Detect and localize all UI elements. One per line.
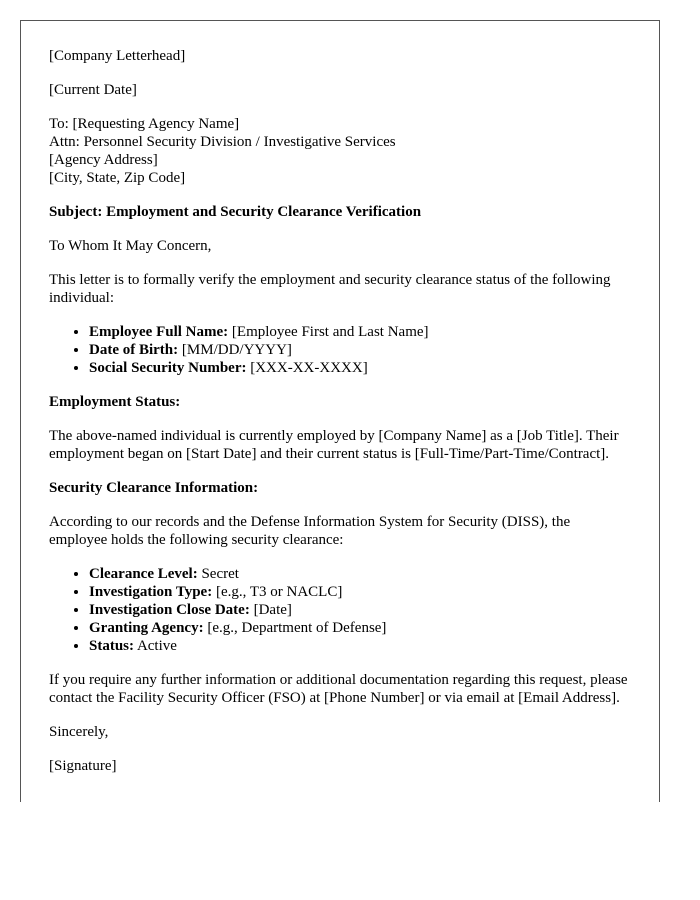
detail-value: [e.g., T3 or NACLC]: [212, 584, 343, 600]
list-item: [89, 359, 631, 377]
detail-value: [MM/DD/YYYY]: [178, 342, 292, 358]
salutation: To Whom It May Concern,: [49, 238, 212, 254]
employment-status-paragraph: The above-named individual is currently employed by [Company Name] as a [Job Title]. Their employment began on [Start Date] and their current status is [Full-Time/Part-Time/Contract].: [49, 428, 619, 462]
clearance-details-list: [49, 565, 631, 655]
detail-label: Investigation Close Date:: [89, 602, 250, 618]
intro-paragraph: This letter is to formally verify the employment and security clearance status of the following individual:: [49, 272, 611, 306]
recipient-to: To: [Requesting Agency Name]: [49, 116, 240, 132]
list-item: [89, 583, 631, 601]
detail-label: Employee Full Name:: [89, 324, 229, 340]
detail-value: Active: [134, 638, 177, 654]
list-item: [89, 619, 631, 637]
clearance-info-heading: Security Clearance Information:: [49, 480, 259, 496]
detail-value: [Date]: [249, 602, 292, 618]
letter-page: [20, 20, 660, 802]
employee-details-list: [49, 323, 631, 377]
detail-value: [XXX-XX-XXXX]: [246, 360, 368, 376]
detail-label: Social Security Number:: [89, 360, 247, 376]
list-item: [89, 637, 631, 655]
detail-label: Investigation Type:: [89, 584, 213, 600]
recipient-block: [49, 115, 631, 187]
letterhead: [Company Letterhead]: [49, 48, 186, 64]
list-item: [89, 341, 631, 359]
recipient-address: [Agency Address]: [49, 152, 158, 168]
list-item: [89, 601, 631, 619]
detail-label: Status:: [89, 638, 135, 654]
letter-date: [Current Date]: [49, 82, 137, 98]
list-item: [89, 323, 631, 341]
detail-label: Date of Birth:: [89, 342, 179, 358]
detail-value: [Employee First and Last Name]: [228, 324, 429, 340]
detail-label: Granting Agency:: [89, 620, 204, 636]
list-item: [89, 565, 631, 583]
signature-placeholder: [Signature]: [49, 758, 117, 774]
closing: Sincerely,: [49, 724, 109, 740]
subject-line: Subject: Employment and Security Clearance Verification: [49, 204, 422, 220]
recipient-attn: Attn: Personnel Security Division / Investigative Services: [49, 134, 396, 150]
detail-label: Clearance Level:: [89, 566, 198, 582]
recipient-city-state-zip: [City, State, Zip Code]: [49, 170, 186, 186]
detail-value: Secret: [197, 566, 239, 582]
clearance-intro-paragraph: According to our records and the Defense Information System for Security (DISS), the employee holds the following security clearance:: [49, 514, 571, 548]
contact-paragraph: If you require any further information or additional documentation regarding this request, please contact the Facility Security Officer (FSO) at [Phone Number] or via email at [Email Address].: [49, 672, 628, 706]
detail-value: [e.g., Department of Defense]: [203, 620, 387, 636]
employment-status-heading: Employment Status:: [49, 394, 181, 410]
